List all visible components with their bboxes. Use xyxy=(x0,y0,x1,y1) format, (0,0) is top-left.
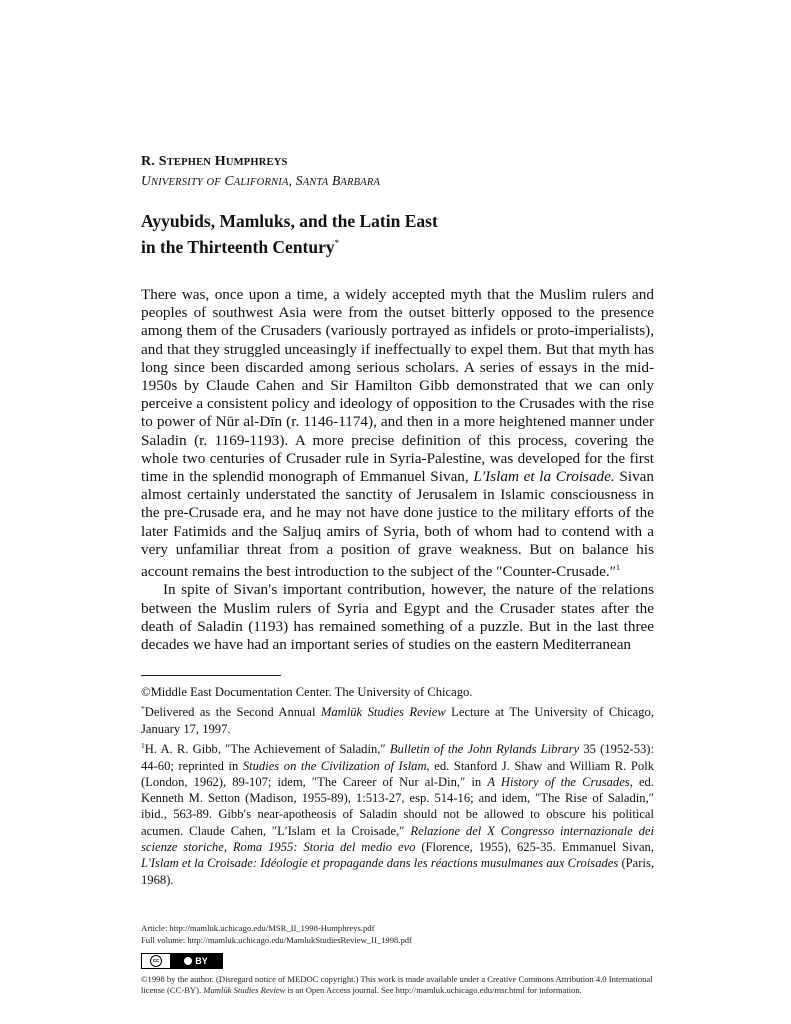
paragraph-1: There was, once upon a time, a widely accepted myth that the Muslim rulers and peoples of southwest Asia were from the outset bitterly opposed to the presence among them of the Crusaders (variously portrayed as infidels or proto-imperialists), and that they struggled unceasingly if ineffectually to expel them. But that myth has long since been discarded among serious scholars. A series of essays in the mid-1950s by Claude Cahen and Sir Hamilton Gibb demonstrated that we can only perceive a consistent policy and ideology of opposition to the Crusades with the rise to power of Nūr al-Dīn (r. 1146-1174), and then in a more heightened manner under Saladin (r. 1169-1193). A more precise definition of this process, covering the whole two centuries of Crusader rule in Syria-Palestine, was developed for the first time in the splendid monograph of Emmanuel Sivan, L′Islam et la Croisade. Sivan almost certainly understated the sanctity of Jerusalem in Islamic consciousness in the pre-Crusade era, and he may not have done justice to the military efforts of the later Fatimids and the Saljuq amirs of Syria, both of whom had to contend with a very unfamiliar threat from a position of grave weakness. But on balance his account remains the best introduction to the subject of the ″Counter-Crusade.″$^1$ xyxy=(141,286,654,581)
title-line-1: Ayyubids, Mamluks, and the Latin East xyxy=(141,211,438,231)
person-icon xyxy=(184,957,192,965)
footnotes xyxy=(141,684,654,889)
footnote-ref-1[interactable]: 1 xyxy=(616,563,621,573)
license-statement: ©1998 by the author. (Disregard notice of MEDOC copyright.) This work is made available under a Creative Commons Attribution 4.0 International license (CC-BY). Mamlūk Studies Review is an Open Access journal. See http://mamluk.uchicago.edu/msr.html for information. xyxy=(141,974,653,995)
cc-icon: cc xyxy=(142,954,170,968)
cc-by-license-badge[interactable] xyxy=(141,953,223,969)
paragraph-2: In spite of Sivan′s important contribution, however, the nature of the relations between the Muslim rulers of Syria and Egypt and the Crusader states after the death of Saladin (1193) has remained something of a puzzle. But in the last three decades we have had an important series of studies on the eastern Mediterranean xyxy=(141,581,654,653)
title-footnote-marker[interactable]: * xyxy=(334,238,340,248)
by-icon: BY xyxy=(170,954,222,968)
author-name: R. STEPHEN HUMPHREYS xyxy=(141,154,288,169)
article-link[interactable]: Article: http://mamluk.uchicago.edu/MSR_II_1998-Humphreys.pdf xyxy=(141,923,375,933)
article-title xyxy=(141,210,438,258)
author-affiliation: UNIVERSITY OF CALIFORNIA, SANTA BARBARA xyxy=(141,173,381,188)
footnote-1: $^1$H. A. R. Gibb, ″The Achievement of Saladin,″ Bulletin of the John Rylands Library 35 (1952-53): 44-60; reprinted in Studies on the Civilization of Islam, ed. Stanford J. Shaw and William R. Polk (London, 1962), 89-107; idem, ″The Career of Nur al-Din,″ in A History of the Crusades, ed. Kenneth M. Setton (Madison, 1955-89), 1:513-27, esp. 514-16; and idem, ″The Rise of Saladin,″ ibid., 563-89. Gibb′s near-apotheosis of Saladin should not be allowed to obscure his political acumen. Claude Cahen, ″L′Islam et la Croisade,″ Relazione del X Congresso internazionale dei scienze storiche, Roma 1955: Storia del medio evo (Florence, 1955), 625-35. Emmanuel Sivan, L′Islam et la Croisade: Idéologie et propagande dans les réactions musulmanes aux Croisades (Paris, 1968). xyxy=(141,741,654,887)
copyright-note: ©Middle East Documentation Center. The University of Chicago. xyxy=(141,685,473,699)
article-body xyxy=(141,286,654,654)
footnote-divider xyxy=(141,675,281,676)
volume-link[interactable]: Full volume: http://mamluk.uchicago.edu/MamlukStudiesReview_II_1998.pdf xyxy=(141,935,412,945)
footnote-star: *Delivered as the Second Annual Mamlūk Studies Review Lecture at The University of Chicago, January 17, 1997. xyxy=(141,704,654,736)
title-line-2: in the Thirteenth Century* xyxy=(141,236,340,257)
